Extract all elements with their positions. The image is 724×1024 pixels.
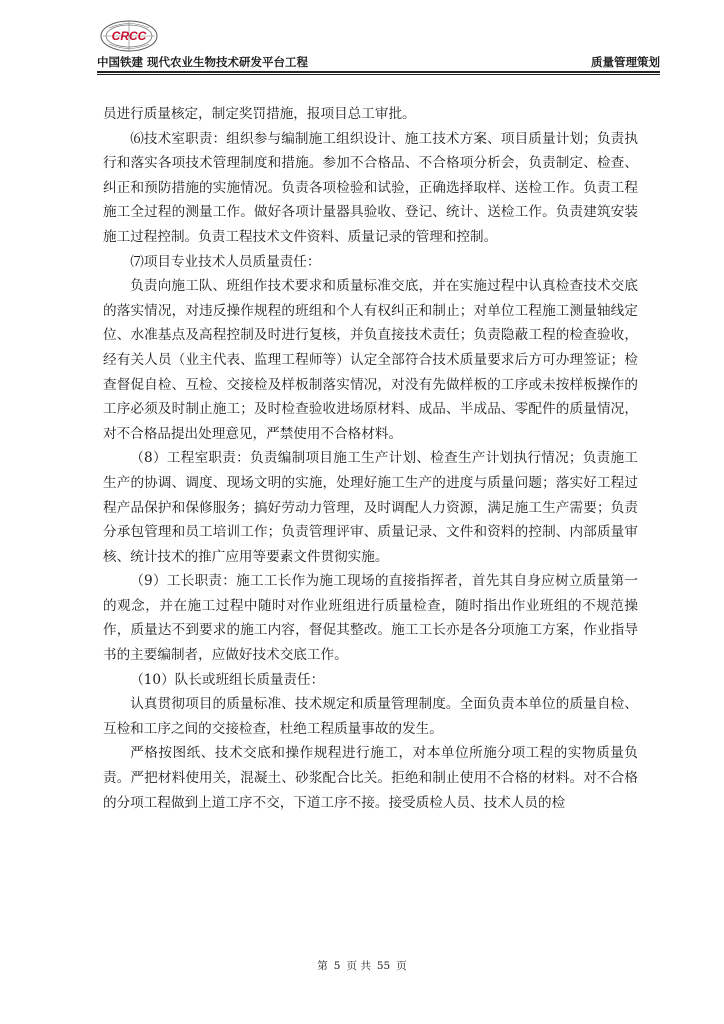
header-divider-thin xyxy=(97,74,660,75)
footer-prefix: 第 xyxy=(317,960,328,972)
header-divider xyxy=(97,71,660,73)
svg-text:CRCC: CRCC xyxy=(111,29,147,43)
paragraph: ⑹技术室职责：组织参与编制施工组织设计、施工技术方案、项目质量计划；负责执行和落实各项技术管理制度和措施。参加不合格品、不合格项分析会，负责制定、检查、纠正和预防措施的实施情况。负责各项检验和试验，正确选择取样、送检工作。负责工程施工全过程的测量工作。做好各项计量器具验收、登记、统计、送检工作。负责建筑安装施工过程控制。负责工程技术文件资料、质量记录的管理和控制。 xyxy=(103,130,638,245)
paragraph-heading: （10）队长或班组长质量责任： xyxy=(130,671,325,688)
header-section-title: 质量管理策划 xyxy=(591,55,660,69)
paragraph-heading: ⑺项目专业技术人员质量责任： xyxy=(130,253,321,270)
total-pages: 55 xyxy=(376,960,391,972)
document-body xyxy=(103,102,638,815)
paragraph: 员进行质量核定，制定奖罚措施，报项目总工审批。 xyxy=(103,106,416,122)
paragraph: （9）工长职责：施工工长作为施工现场的直接指挥者，首先其自身应树立质量第一的观念，并在施工过程中随时对作业班组进行质量检查，随时指出作业班组的不规范操作，质量达不到要求的施工内容，督促其整改。施工工长亦是各分项施工方案，作业指导书的主要编制者，应做好技术交底工作。 xyxy=(103,573,638,664)
footer-middle: 页 共 xyxy=(346,960,371,972)
paragraph: 认真贯彻项目的质量标准、技术规定和质量管理制度。全面负责本单位的质量自检、互检和工序之间的交接检查，杜绝工程质量事故的发生。 xyxy=(103,696,638,737)
company-logo xyxy=(97,17,161,55)
paragraph: 负责向施工队、班组作技术要求和质量标准交底，并在实施过程中认真检查技术交底的落实情况，对违反操作规程的班组和个人有权纠正和制止；对单位工程施工测量轴线定位、水准基点及高程控制及时进行复核，并负直接技术责任；负责隐蔽工程的检查验收，经有关人员（业主代表、监理工程师等）认定全部符合技术质量要求后方可办理签证；检查督促自检、互检、交接检及样板制落实情况，对没有先做样板的工序或未按样板操作的工序必须及时制止施工；及时检查验收进场原材料、成品、半成品、零配件的质量情况，对不合格品提出处理意见，严禁使用不合格材料。 xyxy=(103,278,638,442)
page-number: 5 xyxy=(333,960,341,972)
paragraph: （8）工程室职责：负责编制项目施工生产计划、检查生产计划执行情况；负责施工生产的协调、调度、现场文明的实施，处理好施工生产的进度与质量问题；落实好工程过程产品保护和保修服务；搞好劳动力管理，及时调配人力资源，满足施工生产需要；负责分承包管理和员工培训工作；负责管理评审、质量记录、文件和资料的控制、内部质量审核、统计技术的推广应用等要素文件贯彻实施。 xyxy=(103,450,638,565)
paragraph: 严格按图纸、技术交底和操作规程进行施工，对本单位所施分项工程的实物质量负责。严把材料使用关，混凝土、砂浆配合比关。拒绝和制止使用不合格的材料。对不合格的分项工程做到上道工序不交，下道工序不接。接受质检人员、技术人员的检 xyxy=(103,745,638,811)
footer-suffix: 页 xyxy=(396,960,407,972)
page-footer xyxy=(0,958,724,973)
crcc-logo-icon xyxy=(97,17,161,55)
header-project-title: 中国铁建 现代农业生物技术研发平台工程 xyxy=(97,55,309,69)
